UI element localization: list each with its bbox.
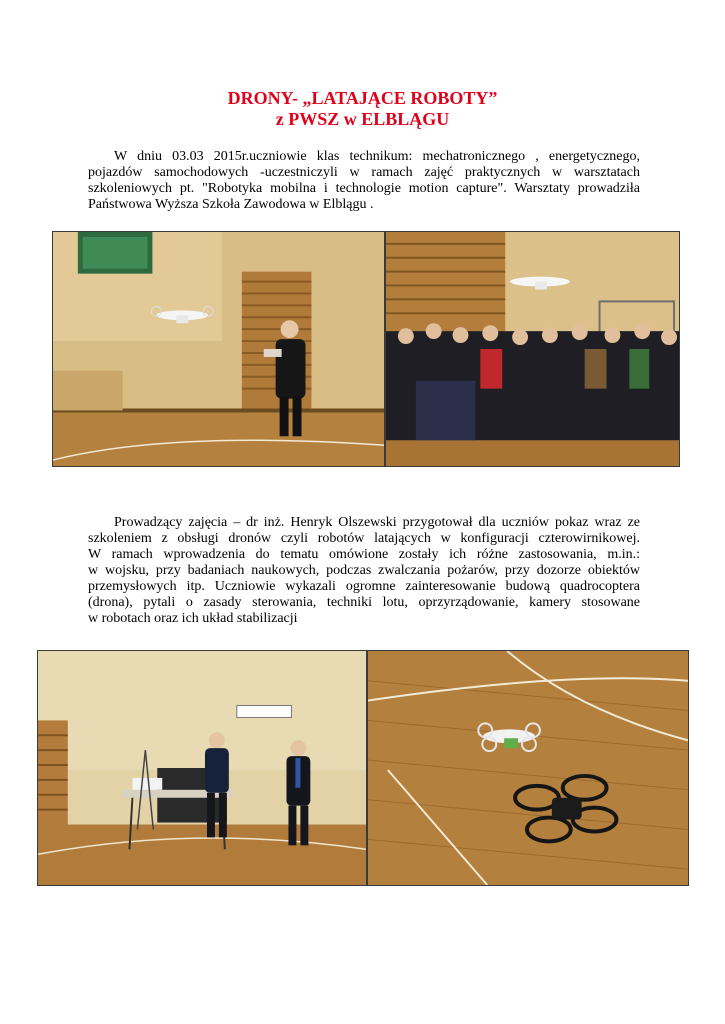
photo-drones-on-floor bbox=[367, 650, 689, 886]
intro-paragraph bbox=[88, 149, 640, 213]
description-line-6: (drona), pytali o zasady sterowania, techniki lotu, oprzyrządowanie, kamery stosowane bbox=[88, 595, 640, 610]
intro-line-1: W dniu 03.03 2015r.uczniowie klas technikum: mechatronicznego , energetycznego, bbox=[114, 149, 640, 164]
description-line-2: szkoleniem z obsługi dronów czyli robotów latających w konfiguracji czterowirnikowej. bbox=[88, 531, 640, 546]
article-title-line-1: DRONY- „LATAJĄCE ROBOTY” bbox=[227, 88, 498, 108]
description-line-7: w robotach oraz ich układ stabilizacji bbox=[88, 611, 298, 626]
intro-line-3: szkoleniowych pt. "Robotyka mobilna i technologie motion capture". Warsztaty prowadziła bbox=[88, 181, 640, 196]
photo-presenters-at-table bbox=[37, 650, 367, 886]
photo-students-watching bbox=[385, 231, 680, 467]
photo-presenter-flying-drone bbox=[52, 231, 385, 467]
description-line-4: w wojsku, przy badaniach naukowych, podczas zwalczania pożarów, przy dozorze obiektów bbox=[88, 563, 640, 578]
description-line-1: Prowadzący zajęcia – dr inż. Henryk Olszewski przygotował dla uczniów pokaz wraz ze bbox=[114, 515, 640, 530]
intro-line-2: pojazdów samochodowych -uczestniczyli w ramach zajęć praktycznych w warsztatach bbox=[88, 165, 640, 180]
description-line-5: przemysłowych itp. Uczniowie wykazali ogromne zainteresowanie budową quadrocoptera bbox=[88, 579, 640, 594]
article-title-line-2: z PWSZ w ELBLĄGU bbox=[275, 109, 450, 129]
description-paragraph bbox=[88, 515, 640, 627]
intro-line-4: Państwowa Wyższa Szkoła Zawodowa w Elblągu . bbox=[88, 197, 374, 212]
description-line-3: W ramach wprowadzenia do tematu omówione zostały ich różne zastosowania, m.in.: bbox=[88, 547, 640, 562]
